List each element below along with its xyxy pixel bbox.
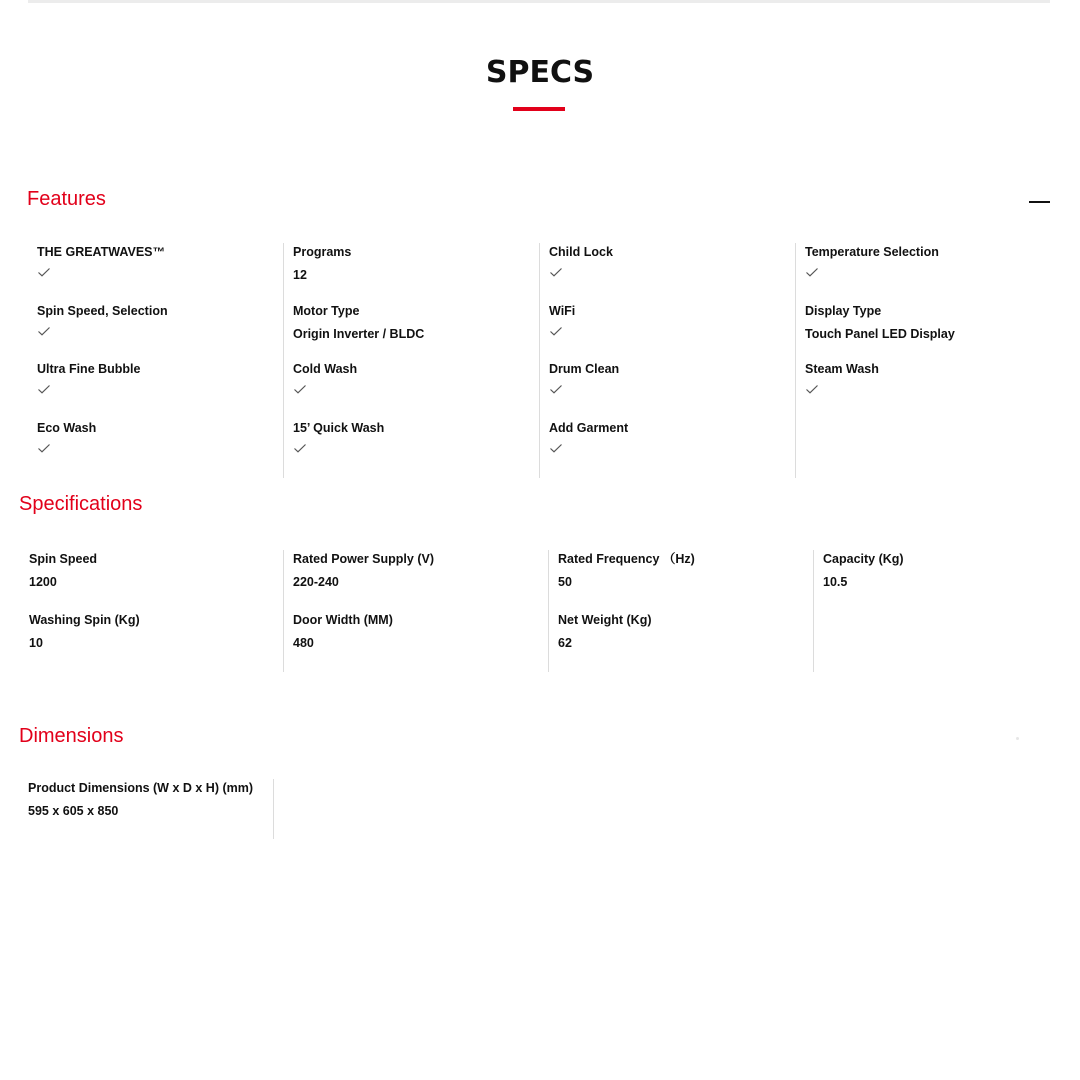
spec-label: Spin Speed, Selection bbox=[37, 303, 168, 318]
spec-item bbox=[37, 420, 96, 454]
spec-label: Steam Wash bbox=[805, 362, 879, 376]
spec-item bbox=[558, 551, 695, 590]
checkmark-icon bbox=[549, 325, 563, 337]
spec-label: Temperature Selection bbox=[805, 245, 939, 259]
dimensions-column bbox=[19, 779, 273, 839]
spec-value: 12 bbox=[293, 268, 307, 282]
features-grid bbox=[27, 243, 1050, 478]
dimensions-grid bbox=[19, 779, 319, 839]
spec-label: WiFi bbox=[549, 303, 576, 318]
spec-label: Eco Wash bbox=[37, 420, 97, 435]
spec-item bbox=[549, 303, 575, 337]
features-column bbox=[27, 243, 283, 478]
spec-item bbox=[293, 244, 351, 283]
spec-item bbox=[29, 551, 97, 590]
spec-item bbox=[558, 612, 652, 651]
spec-item bbox=[37, 244, 165, 278]
spec-value: 10 bbox=[29, 636, 43, 650]
spec-label: Cold Wash bbox=[293, 362, 358, 376]
spec-value: 10.5 bbox=[823, 575, 848, 589]
specifications-column bbox=[19, 550, 283, 672]
checkmark-icon bbox=[549, 266, 563, 278]
page-title: SPECS bbox=[485, 55, 595, 90]
features-column bbox=[539, 243, 795, 478]
spec-label: Display Type bbox=[805, 303, 882, 318]
spec-label: 15’ Quick Wash bbox=[293, 420, 385, 435]
dimensions-column bbox=[273, 779, 319, 839]
title-underline bbox=[513, 107, 565, 111]
spec-item bbox=[549, 244, 613, 278]
features-column bbox=[283, 243, 539, 478]
spec-label: Drum Clean bbox=[549, 362, 620, 376]
features-heading[interactable]: Features bbox=[27, 188, 106, 210]
spec-item bbox=[805, 361, 879, 395]
spec-label: Ultra Fine Bubble bbox=[37, 362, 141, 376]
spec-label: Net Weight (Kg) bbox=[558, 613, 652, 627]
spec-label: Child Lock bbox=[549, 245, 613, 259]
specifications-column bbox=[548, 550, 813, 672]
spec-label: Capacity (Kg) bbox=[823, 552, 904, 566]
spec-item bbox=[37, 303, 168, 337]
spec-value: Origin Inverter / BLDC bbox=[293, 326, 425, 341]
spec-label: Add Garment bbox=[549, 420, 629, 435]
checkmark-icon bbox=[549, 442, 563, 454]
spec-label: Spin Speed bbox=[29, 552, 98, 566]
checkmark-icon bbox=[37, 266, 51, 278]
spec-item bbox=[28, 780, 253, 819]
specifications-column bbox=[813, 550, 1050, 672]
spec-value: 50 bbox=[558, 575, 572, 589]
spec-item bbox=[37, 361, 140, 395]
specifications-column bbox=[283, 550, 548, 672]
checkmark-icon bbox=[805, 383, 819, 395]
spec-item bbox=[805, 303, 955, 342]
spec-label: Rated Frequency （Hz) bbox=[558, 552, 695, 566]
checkmark-icon bbox=[37, 325, 51, 337]
specifications-grid bbox=[19, 550, 1050, 672]
dimensions-heading[interactable]: Dimensions bbox=[19, 725, 124, 747]
minus-icon[interactable] bbox=[1029, 199, 1050, 205]
spec-item bbox=[823, 551, 904, 590]
specifications-heading[interactable]: Specifications bbox=[19, 493, 143, 515]
checkmark-icon bbox=[549, 383, 563, 395]
spec-value: 220-240 bbox=[293, 575, 339, 589]
spec-item bbox=[293, 612, 393, 651]
spec-item bbox=[549, 420, 628, 454]
spec-item bbox=[549, 361, 619, 395]
spec-item bbox=[293, 551, 434, 590]
checkmark-icon bbox=[37, 442, 51, 454]
spec-item bbox=[293, 420, 384, 454]
spec-item bbox=[29, 612, 140, 651]
features-column bbox=[795, 243, 1050, 478]
spec-value: Touch Panel LED Display bbox=[805, 326, 955, 341]
spec-label: Product Dimensions (W x D x H) (mm) bbox=[28, 781, 254, 795]
spec-value: 62 bbox=[558, 636, 572, 650]
checkmark-icon bbox=[293, 442, 307, 454]
spec-label: THE GREATWAVES™ bbox=[37, 245, 166, 259]
spec-value: 595 x 605 x 850 bbox=[28, 804, 119, 818]
spec-label: Door Width (MM) bbox=[293, 613, 393, 627]
checkmark-icon bbox=[37, 383, 51, 395]
top-divider bbox=[28, 0, 1050, 3]
spec-label: Rated Power Supply (V) bbox=[293, 552, 434, 566]
spec-label: Motor Type bbox=[293, 303, 360, 318]
spec-value: 1200 bbox=[29, 575, 57, 589]
spec-label: Washing Spin (Kg) bbox=[29, 613, 140, 627]
spec-item bbox=[293, 303, 424, 342]
spec-label: Programs bbox=[293, 245, 352, 259]
spec-value: 480 bbox=[293, 636, 314, 650]
checkmark-icon bbox=[805, 266, 819, 278]
spec-item bbox=[293, 361, 357, 395]
spec-item bbox=[805, 244, 939, 278]
faint-dot bbox=[1016, 737, 1019, 740]
checkmark-icon bbox=[293, 383, 307, 395]
